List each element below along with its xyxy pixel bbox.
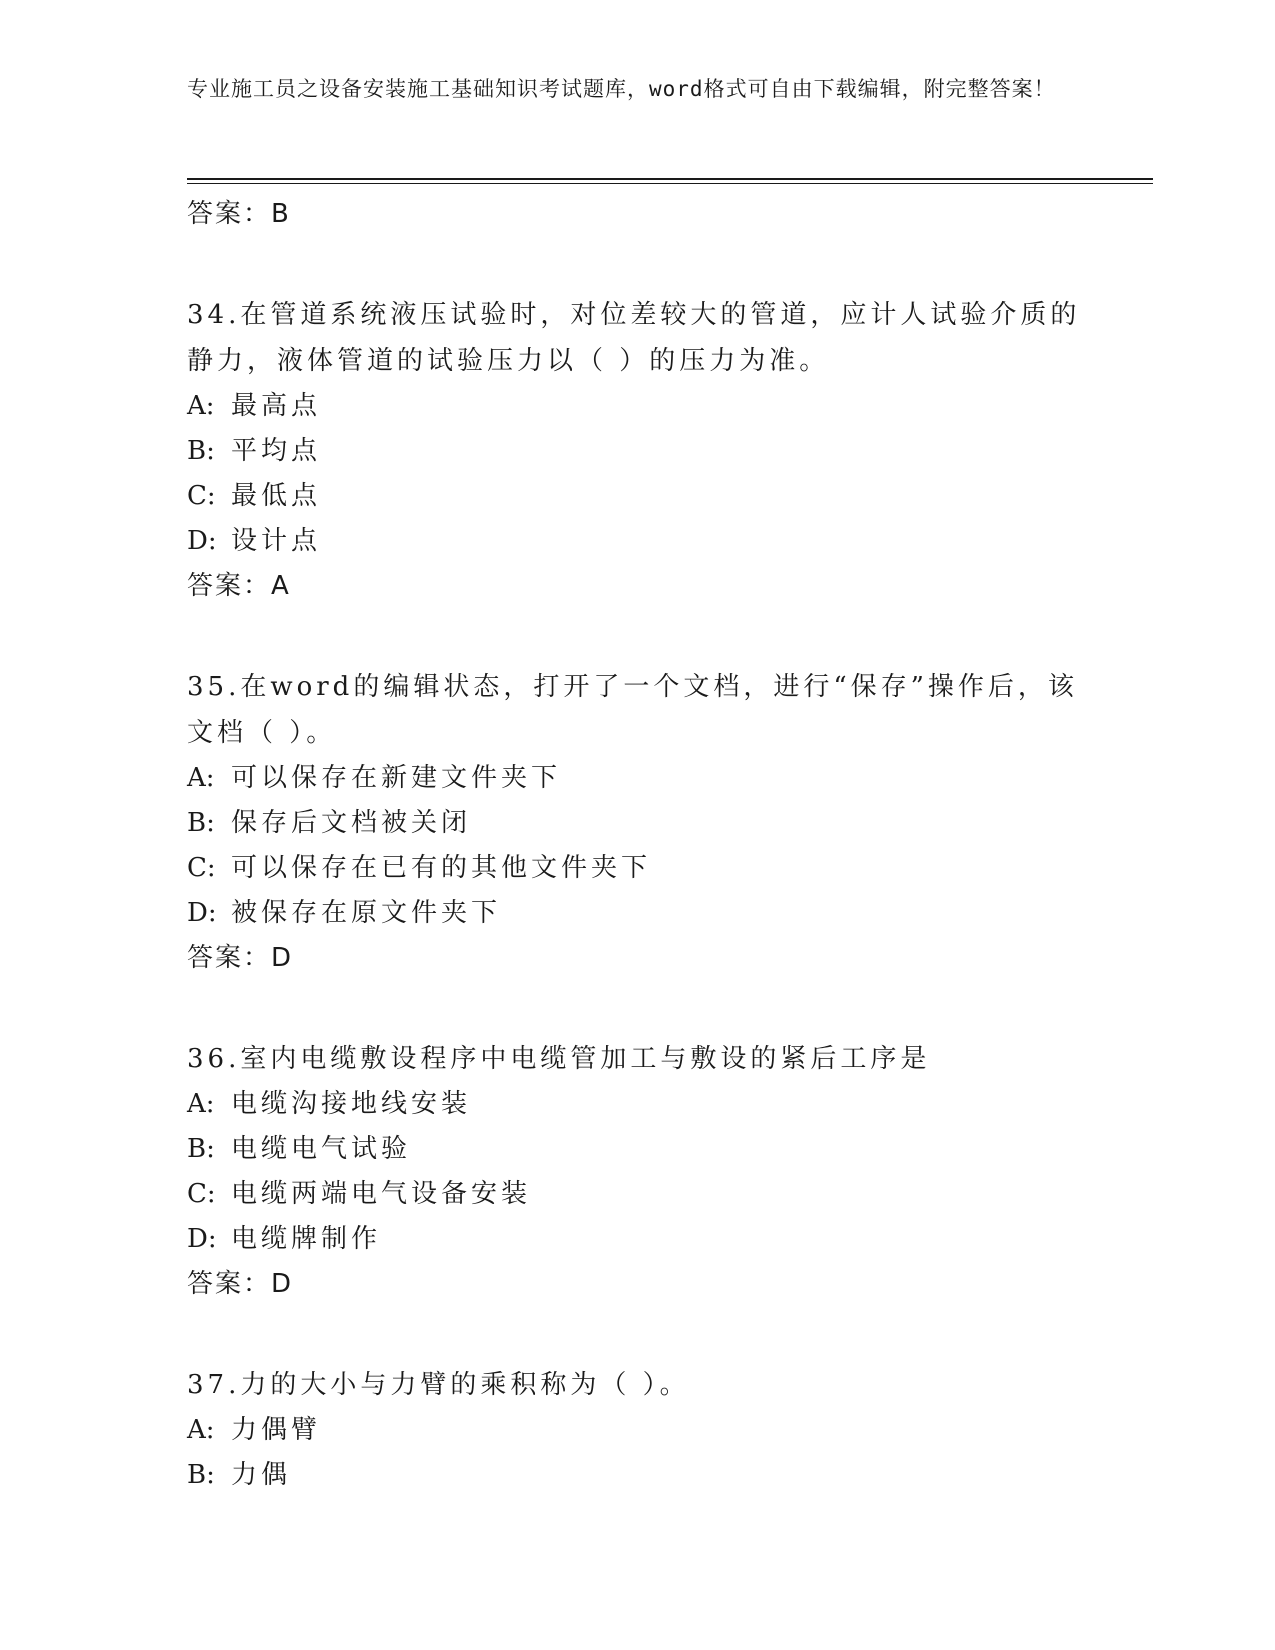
option-a <box>187 384 1087 429</box>
option-label: C: <box>187 853 216 883</box>
question-text: 36.室内电缆敷设程序中电缆管加工与敷设的紧后工序是 <box>187 1044 931 1074</box>
option-text: 电缆沟接地线安装 <box>231 1089 472 1119</box>
option-label: A: <box>187 1089 215 1119</box>
option-d <box>187 891 1087 936</box>
option-label: C: <box>187 1179 216 1209</box>
question-34 <box>187 292 1087 604</box>
option-label: B: <box>187 436 215 466</box>
option-d <box>187 1217 1087 1262</box>
answer-line: 答案：D <box>187 1269 294 1299</box>
option-text: 保存后文档被关闭 <box>231 808 472 838</box>
option-label: C: <box>187 481 216 511</box>
option-d <box>187 519 1087 564</box>
option-text: 力偶 <box>231 1460 292 1490</box>
answer-line: 答案：A <box>187 571 291 601</box>
option-label: A: <box>187 763 215 793</box>
option-text: 平均点 <box>231 436 322 466</box>
question-text: 34.在管道系统液压试验时，对位差较大的管道，应计人试验介质的静力，液体管道的试验压力以（ ）的压力为准。 <box>187 300 1081 376</box>
option-label: D: <box>187 526 217 556</box>
option-label: A: <box>187 1415 215 1445</box>
option-text: 被保存在原文件夹下 <box>231 898 502 928</box>
option-c <box>187 474 1087 519</box>
header-rule-thin <box>187 183 1153 184</box>
option-text: 力偶臂 <box>231 1415 322 1445</box>
answer-line: 答案：B <box>187 199 291 229</box>
question-text: 37.力的大小与力臂的乘积称为（ ）。 <box>187 1370 690 1400</box>
document-header: 专业施工员之设备安装施工基础知识考试题库，word格式可自由下载编辑，附完整答案！ <box>187 77 1056 101</box>
option-label: B: <box>187 1460 215 1490</box>
question-list <box>187 192 1087 1498</box>
option-label: B: <box>187 808 215 838</box>
option-c <box>187 1172 1087 1217</box>
option-b <box>187 1453 1087 1498</box>
option-text: 可以保存在已有的其他文件夹下 <box>231 853 652 883</box>
question-37 <box>187 1362 1087 1498</box>
option-text: 最低点 <box>231 481 322 511</box>
option-label: D: <box>187 898 217 928</box>
option-b <box>187 801 1087 846</box>
option-text: 电缆牌制作 <box>231 1224 382 1254</box>
option-b <box>187 429 1087 474</box>
option-text: 设计点 <box>231 526 322 556</box>
question-text: 35.在word的编辑状态，打开了一个文档，进行“保存”操作后，该文档（ ）。 <box>187 672 1078 748</box>
question-35 <box>187 664 1087 976</box>
option-label: D: <box>187 1224 217 1254</box>
option-text: 可以保存在新建文件夹下 <box>231 763 562 793</box>
option-text: 电缆两端电气设备安装 <box>231 1179 532 1209</box>
option-a <box>187 1408 1087 1453</box>
option-label: A: <box>187 391 215 421</box>
header-rule-thick <box>187 178 1153 180</box>
option-text: 电缆电气试验 <box>231 1134 412 1164</box>
option-label: B: <box>187 1134 215 1164</box>
option-c <box>187 846 1087 891</box>
option-text: 最高点 <box>231 391 322 421</box>
question-36 <box>187 1036 1087 1302</box>
option-b <box>187 1127 1087 1172</box>
option-a <box>187 756 1087 801</box>
option-a <box>187 1082 1087 1127</box>
answer-line: 答案：D <box>187 943 294 973</box>
